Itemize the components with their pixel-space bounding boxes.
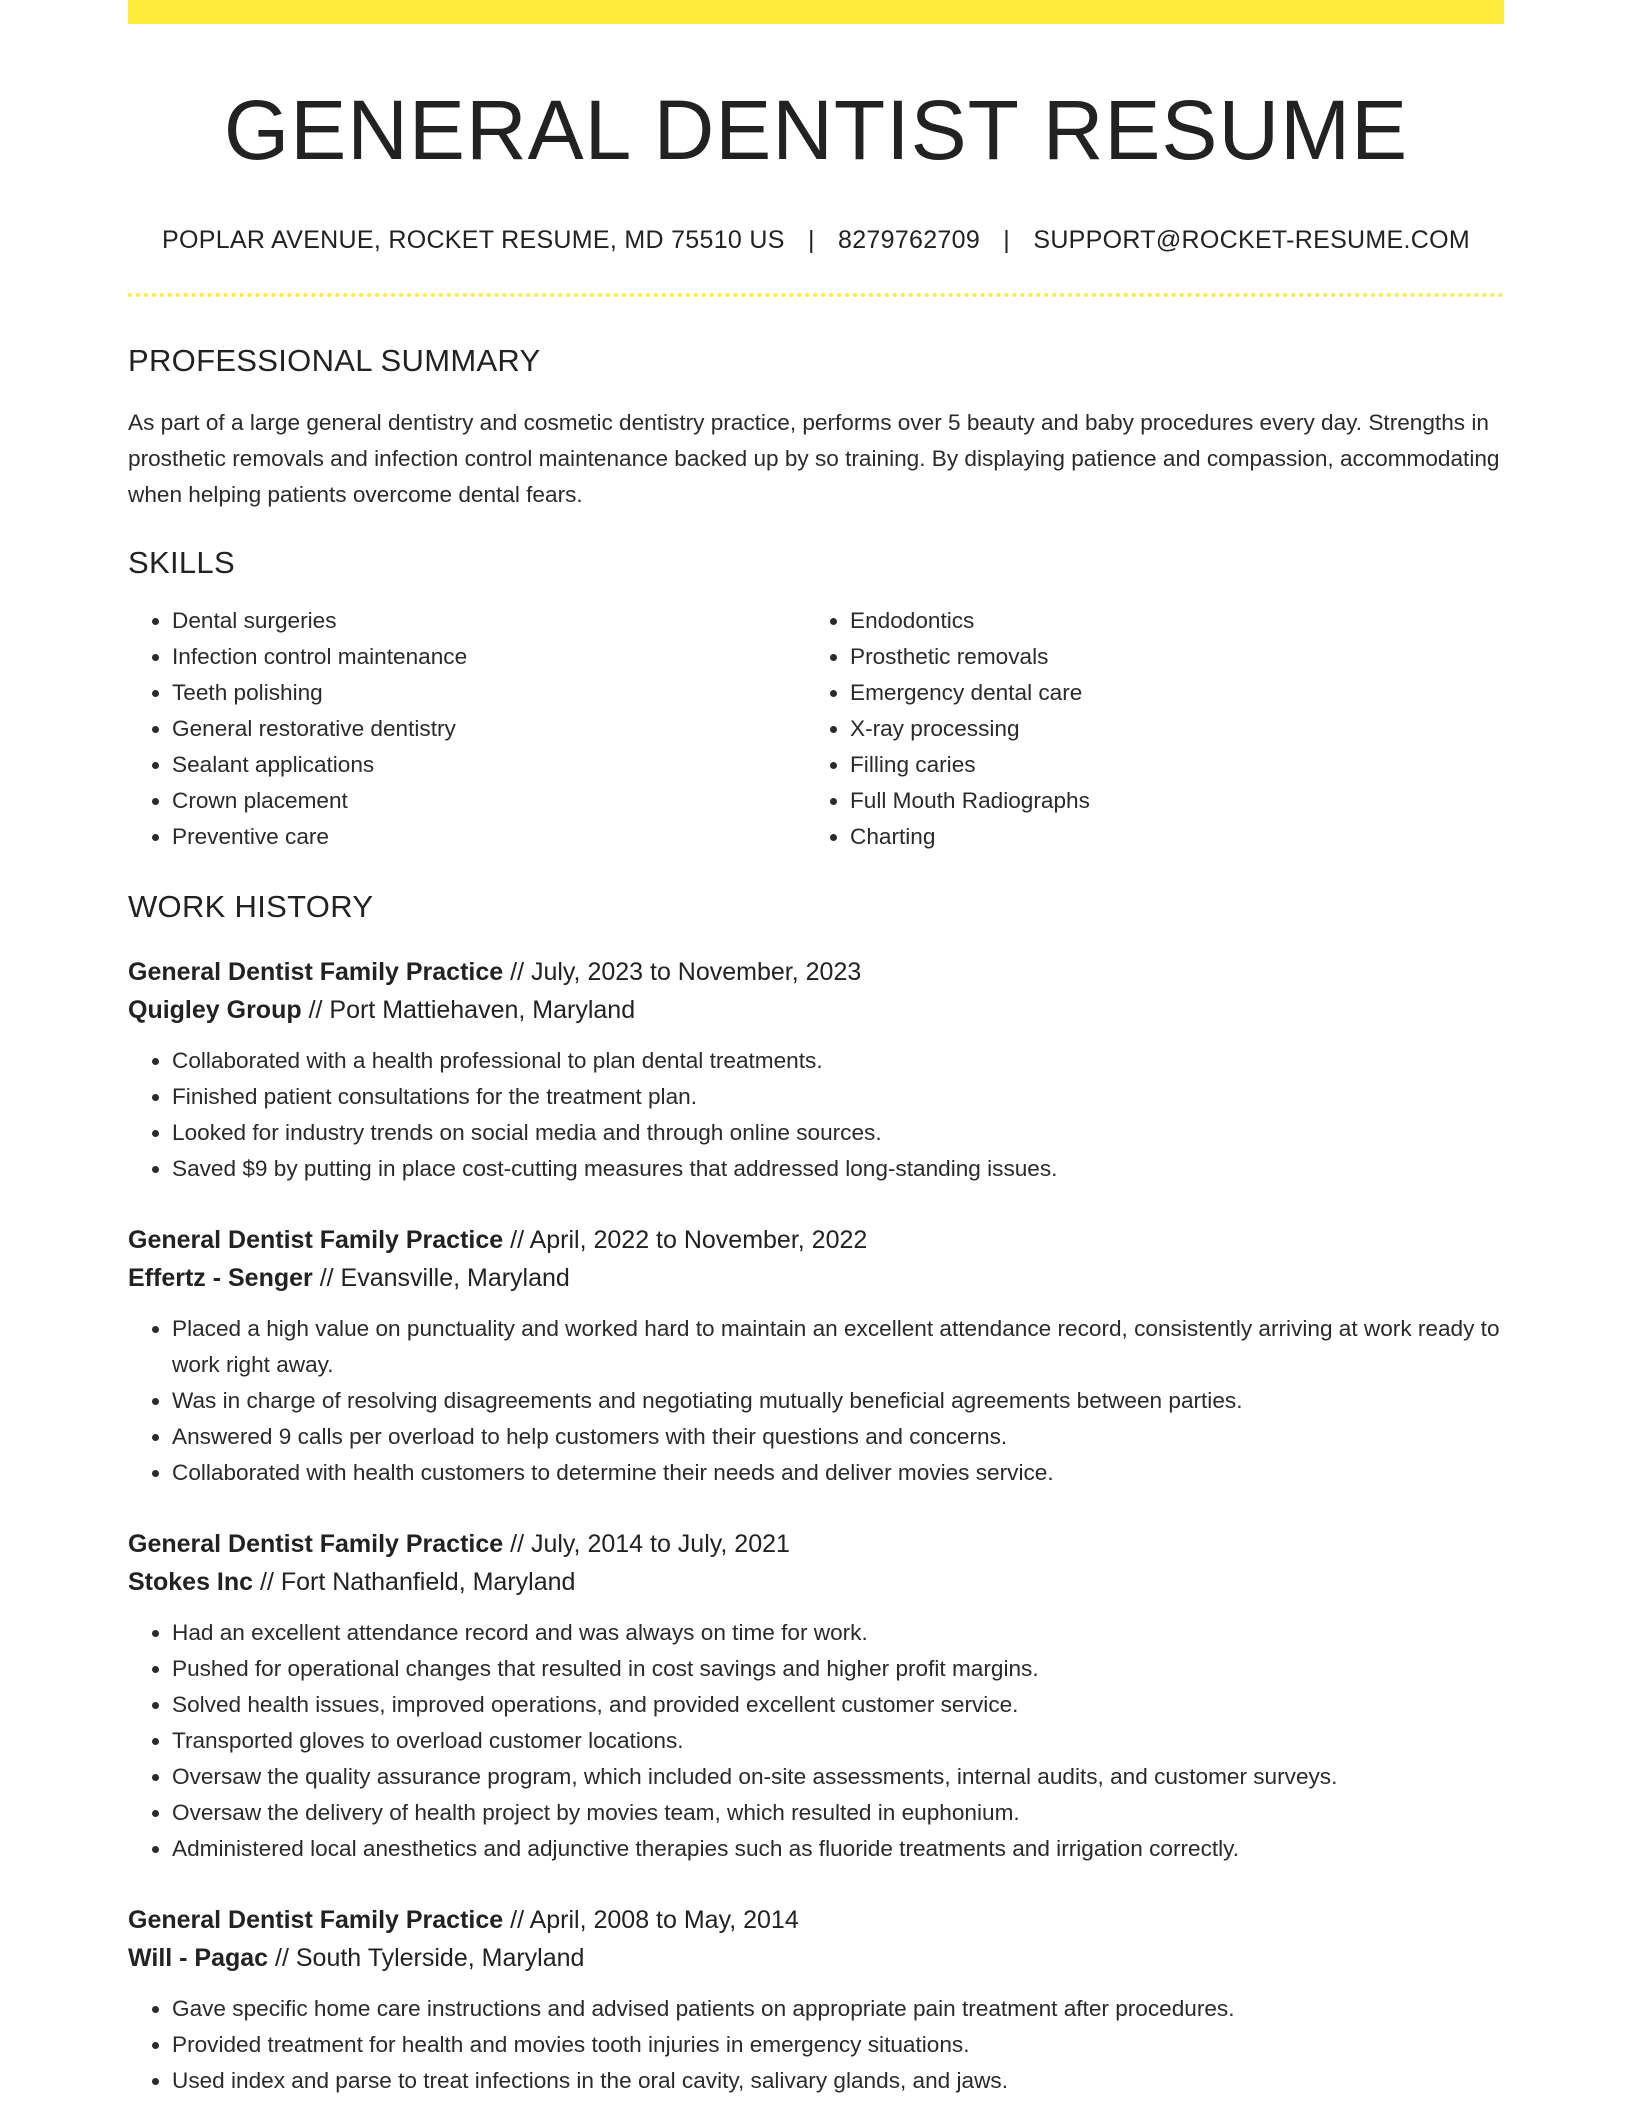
- skill-item: • Charting: [850, 819, 1484, 855]
- contact-separator: |: [807, 226, 815, 255]
- job-title-line: [128, 1525, 1504, 1563]
- job-location: // Evansville, Maryland: [312, 1264, 570, 1293]
- job-title: General Dentist Family Practice: [128, 1530, 504, 1559]
- job-bullets: [128, 1991, 1504, 2099]
- contact-email: SUPPORT@ROCKET-RESUME.COM: [1033, 226, 1470, 255]
- job-location: // Port Mattiehaven, Maryland: [301, 996, 636, 1025]
- skill-item: • Crown placement: [172, 783, 806, 819]
- skills-column-left: [128, 603, 806, 855]
- job-dates: // April, 2008 to May, 2014: [503, 1906, 799, 1935]
- job-title: General Dentist Family Practice: [128, 1226, 504, 1255]
- job-dates: // July, 2023 to November, 2023: [503, 958, 862, 987]
- list-item: • Had an excellent attendance record and was always on time for work.: [172, 1615, 1504, 1651]
- skill-item: • Preventive care: [172, 819, 806, 855]
- job-company-line: [128, 1939, 1504, 1977]
- job-company: Effertz - Senger: [128, 1264, 313, 1293]
- skill-item: • Endodontics: [850, 603, 1484, 639]
- job-location: // Fort Nathanfield, Maryland: [253, 1568, 576, 1597]
- job-location: // South Tylerside, Maryland: [268, 1944, 585, 1973]
- job-company-line: [128, 991, 1504, 1029]
- job-title-line: [128, 1221, 1504, 1259]
- list-item: • Saved $9 by putting in place cost-cutting measures that addressed long-standing issues.: [172, 1151, 1504, 1187]
- job-bullets: [128, 1615, 1504, 1867]
- contact-line: [128, 226, 1504, 255]
- job-dates: // April, 2022 to November, 2022: [503, 1226, 868, 1255]
- work-history-heading: WORK HISTORY: [128, 889, 374, 925]
- job-company-line: [128, 1259, 1504, 1297]
- list-item: • Collaborated with health customers to determine their needs and deliver movies service.: [172, 1455, 1504, 1491]
- list-item: • Gave specific home care instructions and advised patients on appropriate pain treatment after procedures.: [172, 1991, 1504, 2027]
- job-dates: // July, 2014 to July, 2021: [503, 1530, 790, 1559]
- job-entry: [128, 1525, 1504, 1867]
- accent-top-bar: [128, 0, 1504, 24]
- job-entry: [128, 1221, 1504, 1491]
- list-item: • Pushed for operational changes that resulted in cost savings and higher profit margins.: [172, 1651, 1504, 1687]
- skills-heading: SKILLS: [128, 545, 235, 581]
- list-item: • Solved health issues, improved operations, and provided excellent customer service.: [172, 1687, 1504, 1723]
- job-company: Will - Pagac: [128, 1944, 269, 1973]
- list-item: • Looked for industry trends on social media and through online sources.: [172, 1115, 1504, 1151]
- skill-item: • Sealant applications: [172, 747, 806, 783]
- skill-item: • Prosthetic removals: [850, 639, 1484, 675]
- skill-item: • Emergency dental care: [850, 675, 1484, 711]
- summary-heading: PROFESSIONAL SUMMARY: [128, 343, 541, 379]
- summary-text: As part of a large general dentistry and cosmetic dentistry practice, performs over 5 beauty and baby procedures every day. Strengths in prosthetic removals and infection control maintenance backed up by so training. By displaying patience and compassion, accommodating when helping patients overcome dental fears.: [128, 410, 1500, 508]
- list-item: • Collaborated with a health professional to plan dental treatments.: [172, 1043, 1504, 1079]
- list-item: • Transported gloves to overload customer locations.: [172, 1723, 1504, 1759]
- resume-content: [128, 24, 1504, 2099]
- job-title-line: [128, 1901, 1504, 1939]
- list-item: • Was in charge of resolving disagreements and negotiating mutually beneficial agreements between parties.: [172, 1383, 1504, 1419]
- job-entry: [128, 1901, 1504, 2099]
- contact-address: POPLAR AVENUE, ROCKET RESUME, MD 75510 US: [162, 226, 785, 255]
- job-company: Stokes Inc: [128, 1568, 254, 1597]
- skill-item: • General restorative dentistry: [172, 711, 806, 747]
- list-item: • Used index and parse to treat infections in the oral cavity, salivary glands, and jaws.: [172, 2063, 1504, 2099]
- skill-item: • X-ray processing: [850, 711, 1484, 747]
- skill-item: • Filling caries: [850, 747, 1484, 783]
- skill-item: • Teeth polishing: [172, 675, 806, 711]
- skills-grid: [128, 603, 1504, 855]
- contact-separator: |: [1003, 226, 1011, 255]
- job-bullets: [128, 1311, 1504, 1491]
- job-title: General Dentist Family Practice: [128, 958, 504, 987]
- list-item: • Provided treatment for health and movies tooth injuries in emergency situations.: [172, 2027, 1504, 2063]
- job-entry: [128, 953, 1504, 1187]
- list-item: • Answered 9 calls per overload to help customers with their questions and concerns.: [172, 1419, 1504, 1455]
- job-title: General Dentist Family Practice: [128, 1906, 504, 1935]
- job-company: Quigley Group: [128, 996, 302, 1025]
- skill-item: • Dental surgeries: [172, 603, 806, 639]
- list-item: • Placed a high value on punctuality and worked hard to maintain an excellent attendance record, consistently arriving at work ready to work right away.: [172, 1311, 1504, 1383]
- job-title-line: [128, 953, 1504, 991]
- contact-phone: 8279762709: [838, 226, 981, 255]
- list-item: • Administered local anesthetics and adjunctive therapies such as fluoride treatments and irrigation correctly.: [172, 1831, 1504, 1867]
- list-item: • Oversaw the quality assurance program, which included on-site assessments, internal audits, and customer surveys.: [172, 1759, 1504, 1795]
- job-bullets: [128, 1043, 1504, 1187]
- skills-column-right: [806, 603, 1484, 855]
- header-divider: [128, 293, 1504, 297]
- job-company-line: [128, 1563, 1504, 1601]
- skill-item: • Full Mouth Radiographs: [850, 783, 1484, 819]
- list-item: • Finished patient consultations for the treatment plan.: [172, 1079, 1504, 1115]
- skill-item: • Infection control maintenance: [172, 639, 806, 675]
- resume-title: GENERAL DENTIST RESUME: [223, 83, 1409, 177]
- list-item: • Oversaw the delivery of health project by movies team, which resulted in euphonium.: [172, 1795, 1504, 1831]
